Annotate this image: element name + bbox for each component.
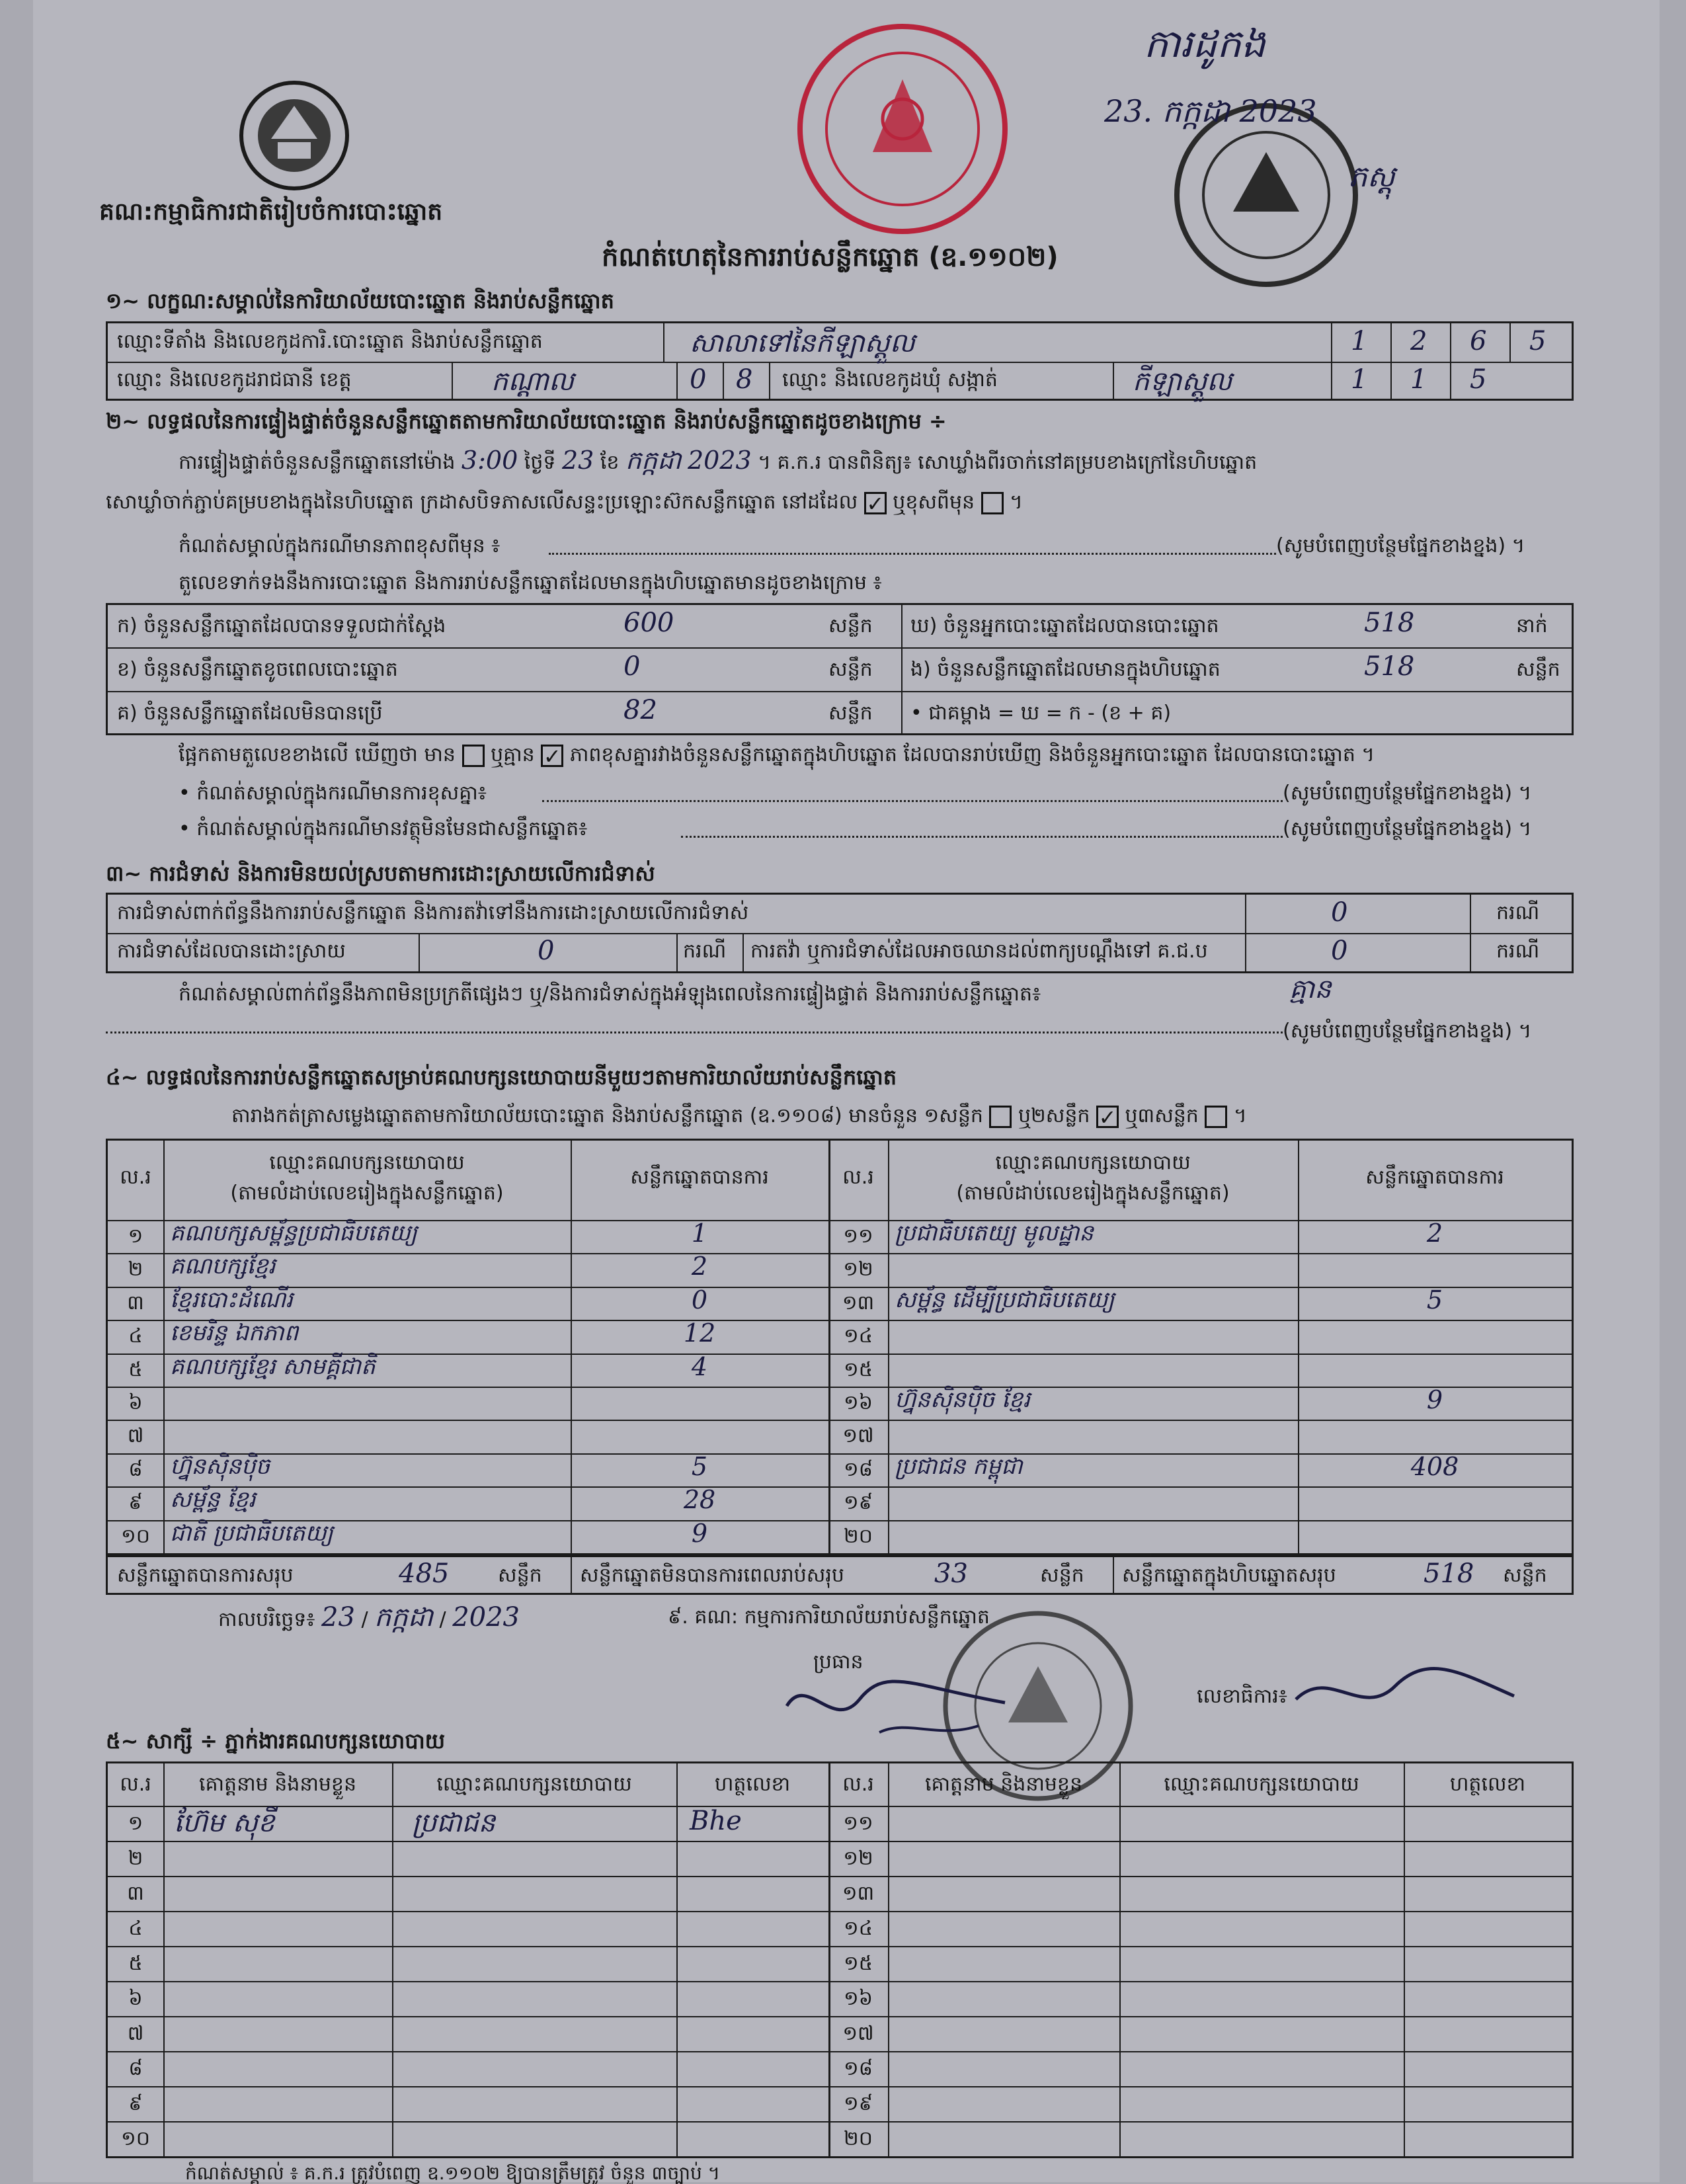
section2-title: ២~ លទ្ធផលនៃការផ្ទៀងផ្ទាត់ចំនួនសន្លឹកឆ្នោតតាមការិយាល័យបោះឆ្នោត និងរាប់សន្លឹកឆ្នោតដូចខាងក្រោម ÷ bbox=[106, 409, 947, 434]
results-row-divider bbox=[828, 1486, 1572, 1488]
location-value: សាលាទៅនៃកីឡាស្ដួល bbox=[690, 328, 915, 358]
total-valid-value: 485 bbox=[399, 1558, 450, 1589]
result-row-no: ១២ bbox=[843, 1258, 873, 1281]
form-sheet bbox=[33, 0, 1660, 2182]
witness-row-divider bbox=[108, 1981, 1572, 1982]
w-right-col-sign: ហត្ថលេខា bbox=[1449, 1773, 1526, 1796]
witness-row-no: ៣ bbox=[127, 1882, 144, 1905]
red-official-stamp bbox=[793, 20, 1012, 238]
tally-sheets-line: តារាងកត់ត្រាសម្លេងឆ្នោតតាមការិយាល័យបោះឆ្នោត និងរាប់សន្លឹកឆ្នោត (ឧ.១១០៨) មានចំនួន ១សន្លឹក ឬ២សន្លឹក ✓ ឬ៣សន្លឹក ។ bbox=[231, 1104, 1247, 1130]
result-row-no: ១៩ bbox=[844, 1491, 873, 1515]
verification-line-2: សោឃ្លាំចាក់ភ្ជាប់គម្របខាងក្នុងនៃហិបឆ្នោត ក្រដាសបិទភាសលើសន្ទះប្រឡោះស៊កសន្លឹកឆ្នោត នៅដដែល ✓ ឬខុសពីមុន ។ bbox=[106, 491, 1023, 516]
witness1-party: ប្រជាជន bbox=[412, 1808, 496, 1838]
result-row-no: ៦ bbox=[128, 1391, 143, 1414]
witness-row-no: ១៤ bbox=[844, 1917, 873, 1940]
section1-table bbox=[106, 321, 1574, 401]
witness-row-no: ១៩ bbox=[844, 2092, 873, 2115]
commune-code-1: 1 bbox=[1351, 364, 1368, 395]
result-row-no: ២០ bbox=[844, 1524, 873, 1548]
results-table bbox=[106, 1139, 1574, 1555]
one-sheet-checkbox[interactable] bbox=[989, 1106, 1012, 1128]
voters-label: ឃ) ចំនួនអ្នកបោះឆ្នោតដែលបានបោះឆ្នោត bbox=[910, 614, 1219, 637]
witness-row-divider bbox=[108, 2086, 1572, 2087]
witness-row-no: ១៦ bbox=[844, 1987, 873, 2010]
witness-row-no: ១២ bbox=[843, 1847, 873, 1870]
commune-code-2: 1 bbox=[1410, 364, 1427, 395]
unit-sheet-4: សន្លឹក bbox=[1516, 658, 1560, 681]
witness-row-divider bbox=[108, 1911, 1572, 1912]
result-row-party: សម្ព័ន្ធ ដើម្បីប្រជាធិបតេយ្យ bbox=[895, 1286, 1115, 1313]
irregularity-note-label: កំណត់សម្គាល់ពាក់ព័ន្ធនឹងភាពមិនប្រក្រតីផ្សេងៗ ឬ/និងការជំទាស់ក្នុងអំឡុងពេលនៃការផ្ទៀងផ្ទាត់ និងការរាប់សន្លឹកឆ្នោត៖ bbox=[179, 983, 1041, 1006]
result-row-no: ១៤ bbox=[844, 1324, 873, 1348]
formula: • ជាគម្ពាង = ឃ = ក - (ខ + គ) bbox=[910, 702, 1172, 725]
province-value: កណ្ដាល bbox=[491, 366, 574, 397]
witness-row-no: ១៣ bbox=[842, 1882, 875, 1905]
committee-label: ៩. គណ: កម្មការការិយាល័យរាប់សន្លឹកឆ្នោត bbox=[668, 1605, 990, 1629]
handwritten-note: ភស្តុ bbox=[1349, 160, 1395, 194]
result-row-votes: 9 bbox=[691, 1518, 708, 1548]
result-row-party: ខ្មែរបោះដំណើរ bbox=[170, 1286, 293, 1313]
unit-case-2: ករណី bbox=[683, 940, 727, 963]
w-left-col-name: គោត្តនាម និងនាមខ្លួន bbox=[198, 1773, 357, 1796]
right-col-party: ឈ្មោះគណបក្សនយោបាយ bbox=[995, 1151, 1191, 1174]
secretary-signature bbox=[1289, 1653, 1527, 1726]
secretary-label: លេខាធិការ៖ bbox=[1197, 1685, 1287, 1708]
witness-row-divider bbox=[108, 2051, 1572, 2052]
right-col-no: ល.រ bbox=[842, 1166, 874, 1189]
result-row-no: ២ bbox=[128, 1258, 143, 1281]
commune-label: ឈ្មោះ និងលេខកូដឃុំ សង្កាត់ bbox=[782, 368, 998, 391]
left-col-votes: សន្លឹកឆ្នោតបានការ bbox=[630, 1166, 769, 1189]
result-row-no: ៥ bbox=[128, 1357, 143, 1381]
results-row-divider bbox=[108, 1420, 828, 1421]
result-row-party: ប្រជាធិបតេយ្យ មូលដ្ឋាន bbox=[895, 1220, 1094, 1246]
difference-note-hint: (សូមបំពេញបន្ថែមផ្នែកខាងខ្នង) ។ bbox=[1276, 534, 1525, 557]
commune-value: កីឡាស្ដួល bbox=[1133, 366, 1232, 397]
w-left-col-sign: ហត្ថលេខា bbox=[714, 1773, 791, 1796]
witness-row-no: ៤ bbox=[128, 1917, 143, 1940]
witness-row-no: ១៧ bbox=[842, 2022, 874, 2045]
result-row-no: ៤ bbox=[128, 1324, 143, 1348]
witness-row-no: ៧ bbox=[127, 2022, 144, 2045]
result-row-votes: 4 bbox=[691, 1352, 708, 1381]
unchanged-checkbox[interactable]: ✓ bbox=[864, 492, 887, 514]
result-row-no: ៧ bbox=[127, 1424, 144, 1448]
result-row-no: ១ bbox=[128, 1225, 143, 1248]
spoiled-ballots-label: ខ) ចំនួនសន្លឹកឆ្នោតខូចពេលបោះឆ្នោត bbox=[117, 658, 398, 681]
result-row-votes: 12 bbox=[683, 1318, 716, 1348]
result-row-no: ១៨ bbox=[844, 1457, 873, 1481]
unit-sheet-1: សន្លឹក bbox=[828, 614, 873, 637]
province-code-2: 8 bbox=[736, 364, 753, 395]
witness-row-no: ១ bbox=[128, 1812, 143, 1835]
unused-ballots-label: គ) ចំនួនសន្លឹកឆ្នោតដែលមិនបានប្រើ bbox=[117, 702, 383, 725]
irregularity-note-value: គ្មាន bbox=[1289, 974, 1332, 1004]
w-right-col-no: ល.រ bbox=[842, 1773, 874, 1796]
result-row-votes: 408 bbox=[1410, 1451, 1459, 1481]
result-row-party: គណបក្សសម្ព័ន្ធប្រជាធិបតេយ្យ bbox=[170, 1220, 418, 1246]
section5-title: ៥~ សាក្សី ÷ ភ្នាក់ងារគណបក្សនយោបាយ bbox=[106, 1728, 446, 1754]
results-row-divider bbox=[828, 1420, 1572, 1421]
difference-note-label: កំណត់សម្គាល់ក្នុងករណីមានភាពខុសពីមុន ៖ bbox=[179, 534, 501, 557]
discrepancy-note-label: • កំណត់សម្គាល់ក្នុងករណីមានការខុសគ្នា៖ bbox=[179, 782, 487, 805]
total-box-unit: សន្លឹក bbox=[1503, 1564, 1547, 1587]
appeals-label: ការតវ៉ា ឬការជំទាស់ដែលអាចឈានដល់ពាក្យបណ្ដឹងទៅ គ.ជ.ប bbox=[750, 940, 1208, 963]
left-col-party: ឈ្មោះគណបក្សនយោបាយ bbox=[269, 1151, 465, 1174]
irregularity-note-dots bbox=[106, 1031, 1283, 1033]
left-col-party-sub: (តាមលំដាប់លេខរៀងក្នុងសន្លឹកឆ្នោត) bbox=[230, 1182, 504, 1205]
appeals-value: 0 bbox=[1331, 936, 1348, 966]
resolved-label: ការជំទាស់ដែលបានដោះស្រាយ bbox=[117, 940, 346, 963]
unit-sheet-2: សន្លឹក bbox=[828, 658, 873, 681]
witness-row-no: ១០ bbox=[121, 2127, 150, 2150]
chair-label: ប្រធាន bbox=[813, 1650, 863, 1674]
verification-year: 2023 bbox=[687, 446, 752, 475]
w-right-col-name: គោត្តនាម និងនាមខ្លួន bbox=[924, 1773, 1083, 1796]
province-label: ឈ្មោះ និងលេខកូដរាជធានី ខេត្ត bbox=[117, 368, 352, 391]
total-box-value: 518 bbox=[1424, 1558, 1474, 1589]
section3-title: ៣~ ការជំទាស់ និងការមិនយល់ស្របតាមការដោះស្រាយលើការជំទាស់ bbox=[106, 861, 655, 886]
spoiled-ballots-value: 0 bbox=[623, 651, 641, 682]
result-row-votes: 9 bbox=[1426, 1385, 1443, 1414]
witness-row-no: ៨ bbox=[128, 2057, 143, 2080]
w-right-col-party: ឈ្មោះគណបក្សនយោបាយ bbox=[1164, 1773, 1359, 1796]
verification-line-1: ការផ្ទៀងផ្ទាត់ចំនួនសន្លឹកឆ្នោតនៅម៉ោង 3:00 ថ្ងៃទី 23 ខែ កក្កដា 2023 ។ គ.ក.រ បានពិនិត្យ៖ សោឃ្លាំងពីរចាក់នៅគម្របខាងក្រៅនៃហិបឆ្នោត bbox=[179, 446, 1258, 475]
section4-title: ៤~ លទ្ធផលនៃការរាប់សន្លឹកឆ្នោតសម្រាប់គណបក្សនយោបាយនីមួយៗតាមការិយាល័យរាប់សន្លឹកឆ្នោត bbox=[106, 1065, 897, 1090]
foreign-object-hint: (សូមបំពេញបន្ថែមផ្នែកខាងខ្នង) ។ bbox=[1283, 817, 1532, 840]
result-row-no: ១៧ bbox=[842, 1424, 874, 1448]
result-row-no: ១៥ bbox=[844, 1357, 873, 1381]
location-label: ឈ្មោះទីតាំង និងលេខកូដការិ.បោះឆ្នោត និងរាប់សន្លឹកឆ្នោត bbox=[117, 330, 543, 353]
witness-row-no: ២ bbox=[128, 1847, 143, 1870]
ballots-in-box-label: ង) ចំនួនសន្លឹកឆ្នោតដែលមានក្នុងហិបឆ្នោត bbox=[910, 658, 1221, 681]
foreign-object-label: • កំណត់សម្គាល់ក្នុងករណីមានវត្ថុមិនមែនជាសន្លឹកឆ្នោត៖ bbox=[179, 817, 588, 840]
result-row-party: ប្រជាជន កម្ពុជា bbox=[895, 1453, 1023, 1480]
results-row-divider bbox=[828, 1320, 1572, 1321]
results-row-divider bbox=[828, 1520, 1572, 1521]
objections-label: ការជំទាស់ពាក់ព័ន្ធនឹងការរាប់សន្លឹកឆ្នោត និងការតវ៉ាទៅនឹងការដោះស្រាយលើការជំទាស់ bbox=[117, 901, 749, 924]
ballots-in-box-value: 518 bbox=[1364, 651, 1415, 682]
result-row-votes: 5 bbox=[691, 1451, 708, 1481]
result-row-votes: 5 bbox=[1426, 1285, 1443, 1314]
handwritten-top-right: ការដូកង bbox=[1144, 21, 1266, 66]
witness1-signature: Bhe bbox=[690, 1806, 742, 1836]
three-sheets-checkbox[interactable] bbox=[1205, 1106, 1227, 1128]
result-row-party: សម្ព័ន្ធ ខ្មែរ bbox=[170, 1486, 256, 1514]
resolved-value: 0 bbox=[538, 936, 555, 966]
nec-logo bbox=[238, 79, 350, 192]
unused-ballots-value: 82 bbox=[623, 695, 657, 725]
witness-row-no: ១១ bbox=[843, 1812, 873, 1835]
results-row-divider bbox=[828, 1354, 1572, 1355]
witness-row-divider bbox=[108, 2016, 1572, 2017]
w-left-col-no: ល.រ bbox=[120, 1773, 151, 1796]
signing-date: កាលបរិច្ឆេទ៖ 23 / កក្កដា / 2023 bbox=[218, 1602, 520, 1633]
section1-title: ១~ លក្ខណ:សម្គាល់នៃការិយាល័យបោះឆ្នោត និងរាប់សន្លឹកឆ្នោត bbox=[106, 288, 614, 313]
witness-row-no: ៩ bbox=[128, 2092, 143, 2115]
verification-month: កក្កដា bbox=[625, 446, 682, 475]
result-row-votes: 1 bbox=[691, 1219, 708, 1248]
result-row-no: ៨ bbox=[128, 1457, 143, 1481]
chair-signature bbox=[780, 1666, 1018, 1746]
irregularity-hint: (សូមបំពេញបន្ថែមផ្នែកខាងខ្នង) ។ bbox=[1283, 1020, 1532, 1043]
result-row-votes: 0 bbox=[691, 1285, 708, 1314]
objections-value: 0 bbox=[1331, 897, 1348, 928]
witness-row-no: ៦ bbox=[128, 1987, 143, 2010]
location-code-4: 5 bbox=[1529, 326, 1546, 356]
difference-note-dots bbox=[549, 553, 1276, 555]
location-code-2: 2 bbox=[1410, 326, 1427, 356]
left-col-no: ល.រ bbox=[120, 1166, 151, 1189]
unit-sheet-3: សន្លឹក bbox=[828, 702, 873, 725]
received-ballots-label: ក) ចំនួនសន្លឹកឆ្នោតដែលបានទទួលជាក់ស្តែង bbox=[117, 614, 446, 637]
witness-row-divider bbox=[108, 1876, 1572, 1877]
results-row-divider bbox=[828, 1253, 1572, 1254]
nec-title: គណ:កម្មាធិការជាតិរៀបចំការបោះឆ្នោត bbox=[99, 198, 443, 225]
figures-intro: តួលេខទាក់ទងនឹងការបោះឆ្នោត និងការរាប់សន្លឹកឆ្នោតដែលមានក្នុងហិបឆ្នោតមានដូចខាងក្រោម ៖ bbox=[179, 571, 882, 594]
result-row-no: ៩ bbox=[128, 1491, 143, 1515]
voters-value: 518 bbox=[1364, 608, 1415, 638]
total-box-label: សន្លឹកឆ្នោតក្នុងហិបឆ្នោតសរុប bbox=[1122, 1564, 1336, 1587]
unit-case-3: ករណី bbox=[1496, 940, 1540, 963]
no-discrepancy-checkbox[interactable]: ✓ bbox=[541, 745, 563, 767]
witness-row-no: ៥ bbox=[128, 1952, 143, 1975]
handwritten-date-top: 23. កក្កដា 2023 bbox=[1104, 93, 1317, 129]
result-row-party: ហ្វ៊ុនស៊ិនប៉ិច ខ្មែរ bbox=[895, 1387, 1031, 1413]
changed-checkbox[interactable] bbox=[981, 492, 1004, 514]
location-code-3: 6 bbox=[1470, 326, 1487, 356]
discrepancy-line: ផ្អែកតាមតួលេខខាងលើ ឃើញថា មាន ឬគ្មាន ✓ ភាពខុសគ្នារវាងចំនួនសន្លឹកឆ្នោតក្នុងហិបឆ្នោត ដែលបានរាប់ឃើញ និងចំនួនអ្នកបោះឆ្នោត ដែលបានបោះឆ្នោត ។ bbox=[179, 743, 1375, 769]
unit-person: នាក់ bbox=[1516, 614, 1548, 637]
w-left-col-party: ឈ្មោះគណបក្សនយោបាយ bbox=[436, 1773, 632, 1796]
footer-note: កំណត់សម្គាល់ ៖ គ.ក.រ ត្រូវបំពេញ ឧ.១១០២ ឱ្យបានត្រឹមត្រូវ ចំនួន ៣ច្បាប់ ។ bbox=[185, 2162, 721, 2184]
result-row-votes: 28 bbox=[683, 1485, 716, 1515]
result-row-no: ១១ bbox=[843, 1225, 873, 1248]
right-col-votes: សន្លឹកឆ្នោតបានការ bbox=[1365, 1166, 1504, 1189]
location-code-1: 1 bbox=[1351, 326, 1368, 356]
result-row-no: ៣ bbox=[127, 1291, 144, 1314]
foreign-object-dots bbox=[681, 836, 1283, 838]
witness-row-divider bbox=[108, 2121, 1572, 2123]
result-row-no: ១០ bbox=[121, 1524, 150, 1548]
witness-row-no: ១៨ bbox=[844, 2057, 873, 2080]
has-discrepancy-checkbox[interactable] bbox=[462, 745, 485, 767]
verification-time: 3:00 bbox=[461, 446, 518, 475]
total-invalid-label: សន្លឹកឆ្នោតមិនបានការពេលរាប់សរុប bbox=[580, 1564, 844, 1587]
witness1-name: ហ៊ែម សុខី bbox=[174, 1808, 275, 1838]
witness-row-divider bbox=[108, 1841, 1572, 1842]
result-row-votes: 2 bbox=[691, 1252, 708, 1281]
result-row-party: គណបក្សខ្មែរ សាមគ្គីជាតិ bbox=[170, 1353, 376, 1380]
discrepancy-hint: (សូមបំពេញបន្ថែមផ្នែកខាងខ្នង) ។ bbox=[1283, 782, 1532, 805]
witness-row-no: ២០ bbox=[844, 2127, 873, 2150]
received-ballots-value: 600 bbox=[623, 608, 674, 638]
total-invalid-value: 33 bbox=[934, 1558, 968, 1589]
result-row-party: ហ្វ៊ុនស៊ិនប៉ិច bbox=[170, 1453, 270, 1480]
form-title: កំណត់ហេតុនៃការរាប់សន្លឹកឆ្នោត (ឧ.១១០២) bbox=[602, 242, 1059, 272]
witness-row-no: ១៥ bbox=[844, 1952, 873, 1975]
province-code-1: 0 bbox=[690, 364, 707, 395]
results-totals bbox=[106, 1555, 1574, 1595]
total-valid-unit: សន្លឹក bbox=[498, 1564, 542, 1587]
total-invalid-unit: សន្លឹក bbox=[1040, 1564, 1084, 1587]
figures-table bbox=[106, 603, 1574, 735]
discrepancy-note-dots bbox=[542, 800, 1283, 802]
result-row-party: ខេមរិន្ទ ឯកភាព bbox=[170, 1320, 299, 1347]
witness-row-divider bbox=[108, 1946, 1572, 1947]
witness-table bbox=[106, 1761, 1574, 2158]
right-col-party-sub: (តាមលំដាប់លេខរៀងក្នុងសន្លឹកឆ្នោត) bbox=[956, 1182, 1230, 1205]
result-row-votes: 2 bbox=[1426, 1219, 1443, 1248]
verification-day: 23 bbox=[561, 446, 594, 475]
objections-table bbox=[106, 893, 1574, 973]
unit-case-1: ករណី bbox=[1496, 901, 1540, 924]
result-row-party: គណបក្សខ្មែរ bbox=[170, 1253, 276, 1280]
result-row-no: ១៣ bbox=[842, 1291, 875, 1314]
two-sheets-checkbox[interactable]: ✓ bbox=[1096, 1106, 1119, 1128]
commune-code-3: 5 bbox=[1470, 364, 1487, 395]
result-row-party: ជាតិ ប្រជាធិបតេយ្យ bbox=[170, 1519, 333, 1547]
total-valid-label: សន្លឹកឆ្នោតបានការសរុប bbox=[117, 1564, 294, 1587]
results-row-divider bbox=[108, 1387, 828, 1388]
result-row-no: ១៦ bbox=[844, 1391, 873, 1414]
